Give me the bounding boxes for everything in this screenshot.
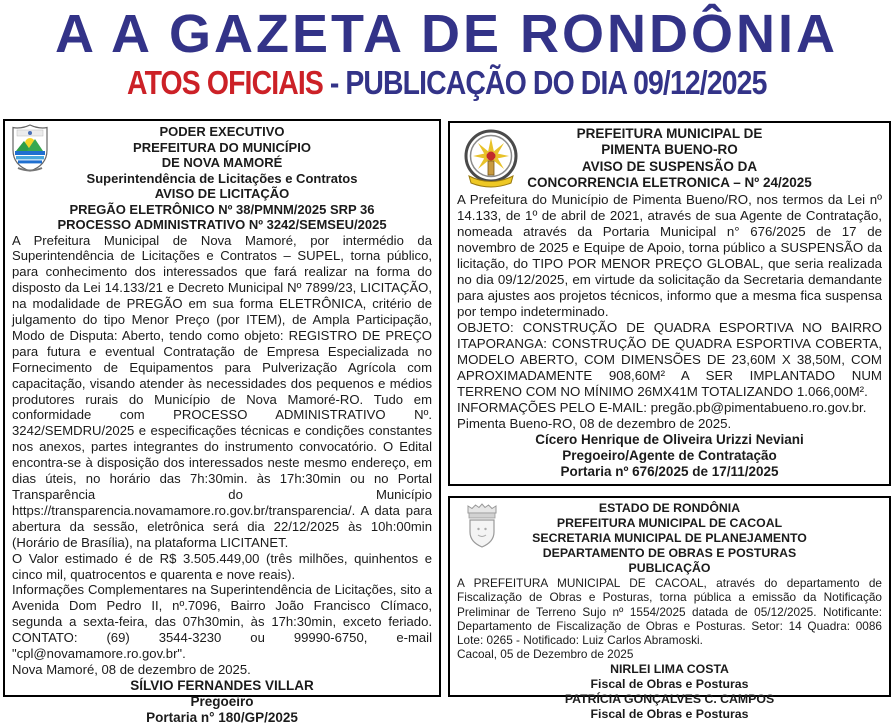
notice-paragraph: Informações Complementares na Superintendência de Licitações, sito a Avenida Dom Pedro II, nº.7096, Bairro João Francisco Clímaco, segunda a sexta-feira, das 07h30min, às 17h:30min, exceto feriado. CONTATO: (69) 3544-3230 ou 99990-6750, e-mail "cpl@novamamore.ro.gov.br". <box>12 582 432 662</box>
notice-paragraph: O Valor estimado é de R$ 3.505.449,00 (três milhões, quinhentos e cinco mil, quatrocentos e quarenta e nove reais). <box>12 550 432 582</box>
nova-mamore-coat-of-arms-icon <box>10 124 50 172</box>
signature-portaria: Portaria n° 180/GP/2025 <box>146 709 298 725</box>
notice-paragraph: INFORMAÇÕES PELO E-MAIL: pregão.pb@pimentabueno.ro.gov.br. <box>457 399 867 415</box>
publication-date-label: PUBLICAÇÃO DO DIA 09/12/2025 <box>345 64 767 101</box>
notice-header-line: ESTADO DE RONDÔNIA <box>598 501 741 515</box>
notice-paragraph: OBJETO: CONSTRUÇÃO DE QUADRA ESPORTIVA NO BAIRRO ITAPORANGA: CONSTRUÇÃO DE QUADRA ESPORTIVA COBERTA, MODELO ABERTO, COM DIMENSÕES DE 23,60M X 38,50M, COM APROXIMADAMENTE 908,60M² A SER IMPLANTADO NUM TERRENO COM NO MÍNIMO 26MX41M TOTALIZANDO 1.066,00M². <box>457 319 882 399</box>
notice-body <box>457 192 882 432</box>
subtitle-separator: - <box>329 64 339 101</box>
notice-header-line: PIMENTA BUENO-RO <box>601 142 738 158</box>
signature-name: NIRLEI LIMA COSTA <box>610 661 729 676</box>
notice-paragraph: A PREFEITURA MUNICIPAL DE CACOAL, através do departamento de Fiscalização de Obras e Posturas, torna pública a emissão da Notificação Preliminar de Terreno Sujo nº 1554/2025 datada de 05/12/2025. Notificante: Departamento de Fiscalização de Obras e Posturas. Setor: 14 Quadra: 0086 Lote: 0265 - Notificado: Luiz Carlos Abramoski. <box>457 576 882 648</box>
masthead <box>0 0 893 102</box>
notice-header-line: DEPARTAMENTO DE OBRAS E POSTURAS <box>542 546 797 560</box>
notice-body <box>12 233 432 678</box>
signature-portaria: Portaria nº 676/2025 de 17/11/2025 <box>560 464 779 480</box>
masthead-subtitle-row <box>0 64 893 102</box>
notice-signature <box>457 662 882 722</box>
notice-header-line: AVISO DE LICITAÇÃO <box>154 186 290 201</box>
notice-header-line: CONCORRENCIA ELETRONICA – Nº 24/2025 <box>527 175 812 191</box>
gazette-title: A A GAZETA DE RONDÔNIA <box>55 4 838 64</box>
signature-role: Fiscal de Obras e Posturas <box>590 676 749 691</box>
masthead-subtitle <box>127 64 766 102</box>
notice-header-line: AVISO DE SUSPENSÃO DA <box>581 158 758 174</box>
notice-header-line: PREFEITURA DO MUNICÍPIO <box>133 139 311 155</box>
notice-header-line: PREGÃO ELETRÔNICO Nº 38/PMNM/2025 SRP 36 <box>69 201 375 217</box>
notice-pimenta-bueno <box>448 121 891 486</box>
notice-header-line: PODER EXECUTIVO <box>159 124 285 139</box>
pimenta-bueno-coat-of-arms-icon <box>462 128 520 192</box>
notice-paragraph: A Prefeitura Municipal de Nova Mamoré, por intermédio da Superintendência de Licitações e Contratos – SUPEL, torna público, para conhecimento dos interessados que fará realizar na forma do disposto da Lei 14.133/21 e Decreto Municipal Nº 7899/23, LICITAÇÃO, na modalidade de PREGÃO em sua forma ELETRÔNICA, critério de julgamento do tipo Menor Preço (por ITEM), de Ampla Participação, Modo de Disputa: Aberto, tendo como objeto: REGISTRO DE PREÇO para futura e eventual Contratação de Empresa Especializada no Fornecimento de Equipamentos para Pulverização Agrícola com capacitação, visando atender às necessidades dos pequenos e médios produtores rurais do Município de Nova Mamoré-RO. Tudo em conformidade com PROCESSO ADMINISTRATIVO Nº. 3242/SEMDRU/2025 e especificações técnicas e condições constantes nos anexos, partes integrantes do instrumento convocatório. O Edital encontra-se à disposição dos interessados neste mesmo endereço, em dias úteis, no horário das 7h:30min. às 17h:30min ou no Portal Transparência do Município https://transparencia.novamamore.ro.gov.br/transparencia/. A data para abertura da sessão, eletrônica será dia 22/12/2025 às 10h:00min (Horário de Brasília), na plataforma LICITANET. <box>12 232 432 550</box>
notice-header-line: Superintendência de Licitações e Contratos <box>86 170 358 186</box>
notice-date-line: Pimenta Bueno-RO, 08 de dezembro de 2025. <box>457 415 732 431</box>
signature-role: Pregoeiro/Agente de Contratação <box>562 448 777 464</box>
notice-paragraph: A Prefeitura do Município de Pimenta Bueno/RO, nos termos da Lei nº 14.133, de 1º de abril de 2021, através de sua Agente de Contratação, nomeada através da Portaria Municipal n° 676/2025 de 17 de novembro de 2025 e Equipe de Apoio, torna público a SUSPENSÃO da licitação, do TIPO POR MENOR PREÇO GLOBAL, que seria realizada no dia 09/12/2025, em virtude da solicitação da Secretaria demandante para ajustes aos projetos técnicos, informo que a mesma fica suspensa por tempo indeterminado. <box>457 191 882 319</box>
cacoal-coat-of-arms-icon <box>462 502 502 549</box>
notice-header-line: DE NOVA MAMORÉ <box>161 155 283 170</box>
notice-header-line: PUBLICAÇÃO <box>628 561 711 575</box>
notice-header-line: PROCESSO ADMINISTRATIVO Nº 3242/SEMSEU/2025 <box>57 217 387 232</box>
signature-role: Pregoeiro <box>190 693 254 709</box>
notice-date-line: Nova Mamoré, 08 de dezembro de 2025. <box>12 661 251 677</box>
signature-name: Cícero Henrique de Oliveira Urizzi Neviani <box>535 431 804 447</box>
notice-date-line: Cacoal, 05 de Dezembro de 2025 <box>457 647 634 662</box>
notice-header-line: SECRETARIA MUNICIPAL DE PLANEJAMENTO <box>532 531 807 545</box>
notice-header-line: PREFEITURA MUNICIPAL DE <box>576 126 763 141</box>
notice-signature <box>12 678 432 726</box>
signature-name: SÍLVIO FERNANDES VILLAR <box>130 677 314 693</box>
notice-nova-mamore <box>3 119 441 725</box>
notice-signature <box>457 432 882 481</box>
notice-body <box>457 576 882 662</box>
signature-role: Fiscal de Obras e Posturas <box>590 706 749 721</box>
signature-name: PATRÍCIA GONÇALVES C. CAMPOS <box>564 691 775 706</box>
notice-header-line: PREFEITURA MUNICIPAL DE CACOAL <box>556 516 783 530</box>
atos-oficiais-label: ATOS OFICIAIS <box>126 64 323 101</box>
notice-cacoal <box>448 496 891 721</box>
